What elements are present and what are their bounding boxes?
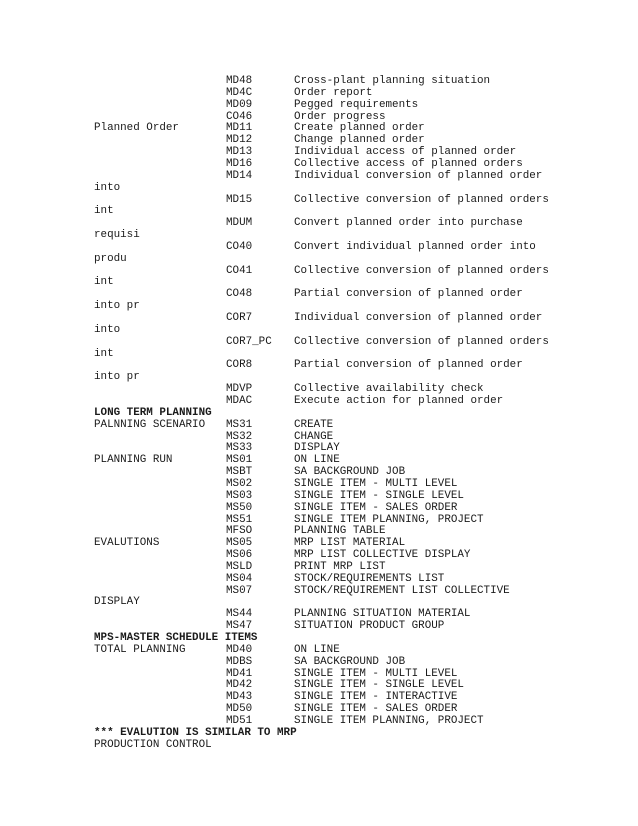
description: Convert planned order into purchase	[294, 217, 523, 230]
transaction-code: MD4C	[226, 86, 253, 99]
transaction-code: MSBT	[226, 466, 253, 479]
listing-row	[0, 431, 638, 443]
listing-row	[0, 608, 638, 620]
description: Order progress	[294, 110, 386, 123]
row-label: into pr	[94, 371, 140, 384]
transaction-code: MFSO	[226, 525, 253, 538]
listing-row	[0, 265, 638, 277]
row-label: PRODUCTION CONTROL	[94, 738, 212, 751]
section-heading	[0, 632, 638, 644]
listing-row	[0, 561, 638, 573]
description: Create planned order	[294, 122, 425, 135]
description: Collective conversion of planned orders	[294, 193, 549, 206]
listing-row	[0, 241, 638, 253]
transaction-code: MS33	[226, 442, 253, 455]
description: DISPLAY	[294, 442, 340, 455]
listing-row	[0, 490, 638, 502]
description: Execute action for planned order	[294, 394, 504, 407]
row-label: Planned Order	[94, 122, 179, 135]
transaction-code: MD12	[226, 134, 253, 147]
listing-row	[0, 585, 638, 597]
transaction-code: MS32	[226, 430, 253, 443]
listing-row	[0, 324, 638, 336]
listing-row	[0, 703, 638, 715]
listing-row	[0, 715, 638, 727]
description: SA BACKGROUND JOB	[294, 655, 406, 668]
description: Pegged requirements	[294, 98, 419, 111]
transaction-code: MS05	[226, 537, 253, 550]
listing-row	[0, 111, 638, 123]
section-heading	[0, 407, 638, 419]
description: Individual conversion of planned order	[294, 169, 543, 182]
listing-row	[0, 205, 638, 217]
listing-row	[0, 525, 638, 537]
description: SITUATION PRODUCT GROUP	[294, 620, 445, 633]
transaction-code: MS02	[226, 477, 253, 490]
description: Collective conversion of planned orders	[294, 264, 549, 277]
description: SINGLE ITEM PLANNING, PROJECT	[294, 714, 484, 727]
listing-row	[0, 691, 638, 703]
row-label: int	[94, 276, 114, 289]
listing-row	[0, 419, 638, 431]
listing-row	[0, 395, 638, 407]
listing-row	[0, 644, 638, 656]
description: ON LINE	[294, 454, 340, 467]
listing-row	[0, 170, 638, 182]
row-label: EVALUTIONS	[94, 537, 160, 550]
row-label: into	[94, 323, 121, 336]
listing-row	[0, 122, 638, 134]
listing-row	[0, 312, 638, 324]
transaction-code: MDAC	[226, 394, 253, 407]
description: Collective access of planned orders	[294, 157, 523, 170]
transaction-code: MD13	[226, 146, 253, 159]
listing-row	[0, 229, 638, 241]
description: Collective availability check	[294, 383, 484, 396]
description: MRP LIST COLLECTIVE DISPLAY	[294, 549, 471, 561]
listing-row	[0, 549, 638, 561]
listing-row	[0, 371, 638, 383]
transaction-code: CO46	[226, 110, 253, 123]
listing-row	[0, 146, 638, 158]
description: PLANNING SITUATION MATERIAL	[294, 608, 471, 621]
transaction-code: MS31	[226, 418, 253, 431]
row-label: produ	[94, 252, 127, 265]
description: PRINT MRP LIST	[294, 560, 386, 573]
description: SINGLE ITEM - SINGLE LEVEL	[294, 679, 464, 692]
description: SINGLE ITEM - SALES ORDER	[294, 501, 458, 514]
transaction-code: MD15	[226, 193, 253, 206]
description: Convert individual planned order into	[294, 240, 536, 253]
description: SINGLE ITEM - MULTI LEVEL	[294, 477, 458, 490]
listing-row	[0, 620, 638, 632]
description: Individual access of planned order	[294, 146, 517, 159]
description: Change planned order	[294, 134, 425, 147]
row-label: *** EVALUTION IS SIMILAR TO MRP	[94, 726, 297, 739]
listing-row	[0, 537, 638, 549]
listing-row	[0, 679, 638, 691]
description: SINGLE ITEM - SINGLE LEVEL	[294, 489, 464, 502]
listing-row	[0, 300, 638, 312]
transaction-code: MD14	[226, 169, 253, 182]
row-label: PALNNING SCENARIO	[94, 418, 206, 431]
transaction-code: MD51	[226, 714, 253, 727]
row-label: TOTAL PLANNING	[94, 643, 186, 656]
listing-row	[0, 359, 638, 371]
transaction-code: MS03	[226, 489, 253, 502]
transaction-code: MD48	[226, 75, 253, 87]
listing-row	[0, 466, 638, 478]
transaction-code: CO48	[226, 288, 253, 301]
transaction-code: MS01	[226, 454, 253, 467]
row-label: into	[94, 181, 121, 194]
description: Cross-plant planning situation	[294, 75, 491, 87]
transaction-code: MDVP	[226, 383, 253, 396]
transaction-code: COR7_PC	[226, 335, 272, 348]
transaction-code: MD16	[226, 157, 253, 170]
description: PLANNING TABLE	[294, 525, 386, 538]
listing-row	[0, 656, 638, 668]
listing-row	[0, 514, 638, 526]
transaction-code: MDBS	[226, 655, 253, 668]
description: MRP LIST MATERIAL	[294, 537, 406, 550]
transaction-code: MD42	[226, 679, 253, 692]
description: Partial conversion of planned order	[294, 359, 523, 372]
listing-row	[0, 573, 638, 585]
description: STOCK/REQUIREMENTS LIST	[294, 572, 445, 585]
transaction-code: MS47	[226, 620, 253, 633]
listing-row	[0, 75, 638, 87]
description: Collective conversion of planned orders	[294, 335, 549, 348]
description: Order report	[294, 86, 373, 99]
listing-row	[0, 134, 638, 146]
description: CHANGE	[294, 430, 334, 443]
row-label: requisi	[94, 229, 140, 241]
description: SINGLE ITEM - MULTI LEVEL	[294, 667, 458, 680]
listing-row	[0, 253, 638, 265]
listing-row	[0, 288, 638, 300]
description: ON LINE	[294, 643, 340, 656]
row-label: MPS-MASTER SCHEDULE ITEMS	[94, 631, 258, 644]
listing-row	[0, 502, 638, 514]
listing-row	[0, 158, 638, 170]
transaction-code: MS07	[226, 584, 253, 597]
transaction-code: MS50	[226, 501, 253, 514]
row-label: into pr	[94, 300, 140, 313]
section-heading	[0, 727, 638, 739]
listing-row	[0, 739, 638, 751]
row-label: PLANNING RUN	[94, 454, 173, 467]
transaction-code: MS04	[226, 572, 253, 585]
description: STOCK/REQUIREMENT LIST COLLECTIVE	[294, 584, 510, 597]
transaction-code: CO41	[226, 264, 253, 277]
row-label: int	[94, 347, 114, 360]
description: CREATE	[294, 418, 334, 431]
transaction-code: COR7	[226, 312, 253, 324]
listing-row	[0, 336, 638, 348]
row-label: LONG TERM PLANNING	[94, 406, 212, 419]
description: SINGLE ITEM PLANNING, PROJECT	[294, 513, 484, 526]
transaction-code: MD41	[226, 667, 253, 680]
transaction-code: MS51	[226, 513, 253, 526]
listing-row	[0, 596, 638, 608]
transaction-code: MSLD	[226, 560, 253, 573]
listing-row	[0, 182, 638, 194]
listing-row	[0, 383, 638, 395]
description: SINGLE ITEM - INTERACTIVE	[294, 691, 458, 704]
listing-row	[0, 87, 638, 99]
listing-row	[0, 454, 638, 466]
transaction-code: MD40	[226, 643, 253, 656]
row-label: DISPLAY	[94, 596, 140, 609]
description: SINGLE ITEM - SALES ORDER	[294, 703, 458, 715]
description: SA BACKGROUND JOB	[294, 466, 406, 479]
transaction-code: MDUM	[226, 217, 253, 230]
description: Partial conversion of planned order	[294, 288, 523, 301]
listing-row	[0, 478, 638, 490]
listing-row	[0, 194, 638, 206]
transaction-code: COR8	[226, 359, 253, 372]
row-label: int	[94, 205, 114, 218]
transaction-code: MS44	[226, 608, 253, 621]
listing-row	[0, 348, 638, 360]
transaction-code: MS06	[226, 549, 253, 561]
listing-row	[0, 276, 638, 288]
transaction-code: MD11	[226, 122, 253, 135]
transaction-code: MD09	[226, 98, 253, 111]
transaction-code: MD43	[226, 691, 253, 704]
transaction-code: MD50	[226, 703, 253, 715]
listing-row	[0, 99, 638, 111]
transaction-code: CO40	[226, 240, 253, 253]
listing-row	[0, 217, 638, 229]
listing-row	[0, 442, 638, 454]
description: Individual conversion of planned order	[294, 312, 543, 324]
listing-row	[0, 668, 638, 680]
